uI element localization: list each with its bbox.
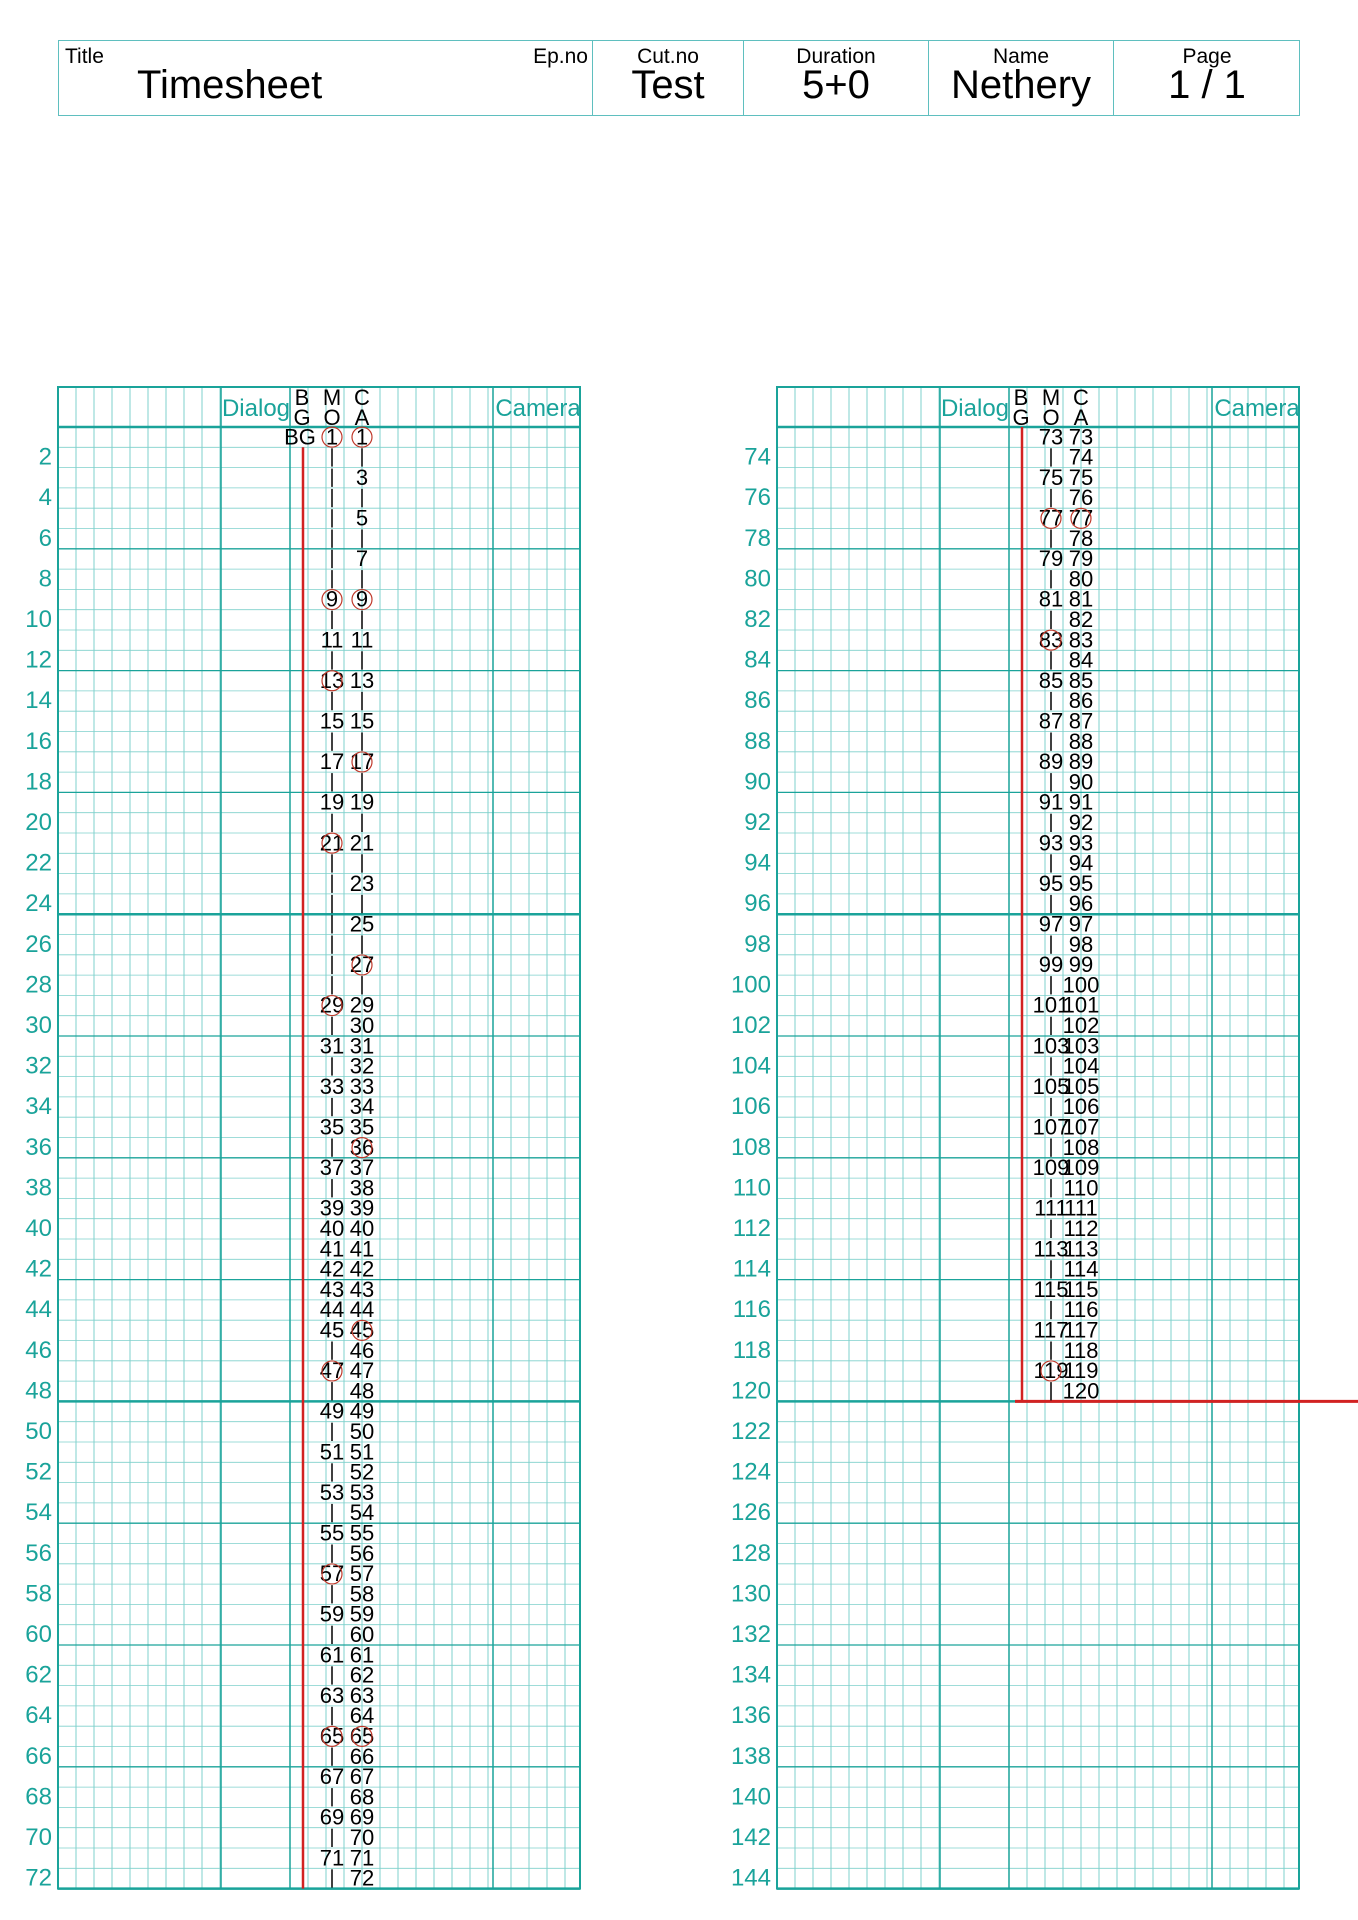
title-label: Title	[65, 45, 104, 68]
mo-cell: 87	[1038, 708, 1064, 734]
row-number: 84	[744, 646, 771, 674]
mo-cell: 33	[319, 1073, 345, 1099]
row-number: 32	[25, 1052, 52, 1080]
ca-header-top: C	[1073, 385, 1089, 410]
ca-cell: 41	[349, 1236, 375, 1262]
ca-cell: 60	[349, 1622, 375, 1647]
ca-cell: 114	[1063, 1256, 1099, 1282]
mo-cell: 101	[1032, 992, 1070, 1018]
bg-header-bottom: G	[293, 405, 311, 430]
mo-cell: 15	[319, 708, 345, 734]
row-number: 134	[730, 1661, 771, 1689]
ca-cell: 103	[1062, 1033, 1100, 1059]
ca-cell: 25	[349, 911, 375, 937]
ca-cell: 42	[349, 1256, 375, 1282]
ca-cell: 100	[1062, 972, 1100, 998]
mo-cell: 55	[319, 1520, 345, 1546]
mo-cell: 77	[1038, 505, 1064, 531]
ca-cell: 87	[1068, 708, 1094, 734]
ca-cell: 3	[355, 464, 369, 490]
ca-cell: 85	[1068, 667, 1094, 693]
page-value: 1 / 1	[1168, 63, 1246, 107]
ca-cell: 23	[349, 870, 375, 896]
name-value: Nethery	[950, 63, 1092, 107]
ca-cell: 82	[1068, 607, 1094, 632]
ca-cell: 106	[1062, 1094, 1100, 1120]
mo-cell: 117	[1033, 1317, 1069, 1343]
ca-cell: 113	[1063, 1236, 1099, 1262]
row-number: 114	[732, 1255, 771, 1283]
ca-cell: 104	[1062, 1053, 1100, 1079]
mo-cell: 43	[319, 1276, 345, 1302]
ca-cell: 111	[1064, 1195, 1098, 1221]
ca-cell: 109	[1062, 1155, 1100, 1181]
ca-cell: 17	[349, 749, 375, 775]
mo-cell: 103	[1032, 1033, 1070, 1059]
mo-cell: 91	[1038, 789, 1064, 815]
row-number: 72	[25, 1864, 52, 1892]
ca-cell: 99	[1068, 952, 1094, 978]
row-number: 18	[25, 768, 52, 796]
mo-cell: 109	[1032, 1155, 1070, 1181]
ca-cell: 74	[1068, 444, 1094, 470]
row-number: 104	[730, 1052, 771, 1080]
ca-cell: 47	[349, 1358, 375, 1384]
mo-header-top: M	[322, 385, 342, 410]
ca-cell: 48	[349, 1378, 375, 1404]
row-number: 124	[730, 1458, 771, 1486]
bg-header-bottom: G	[1012, 405, 1030, 430]
page-label: Page	[1182, 45, 1232, 68]
row-number: 14	[25, 687, 52, 715]
ca-cell: 54	[349, 1500, 375, 1526]
row-number: 48	[25, 1377, 52, 1405]
row-number: 76	[744, 484, 771, 512]
row-number: 2	[38, 443, 52, 471]
row-number: 46	[25, 1336, 52, 1364]
mo-cell: 49	[319, 1398, 345, 1424]
ca-cell: 108	[1062, 1134, 1100, 1160]
ca-cell: 115	[1063, 1276, 1099, 1302]
row-number: 20	[25, 809, 52, 836]
ca-cell: 32	[349, 1053, 375, 1079]
ca-cell: 96	[1068, 891, 1094, 917]
ca-cell: 31	[349, 1033, 375, 1059]
ca-cell: 21	[349, 830, 375, 856]
duration-label: Duration	[796, 45, 876, 68]
ca-cell: 49	[349, 1398, 375, 1424]
mo-cell: 111	[1034, 1195, 1068, 1221]
ca-cell: 79	[1068, 546, 1094, 572]
row-number: 118	[732, 1336, 771, 1364]
mo-cell: 9	[325, 586, 339, 612]
camera-header: Camera	[1214, 395, 1300, 422]
ca-cell: 33	[349, 1073, 375, 1099]
ca-cell: 116	[1063, 1297, 1099, 1323]
ca-cell: 61	[349, 1642, 375, 1668]
row-number: 98	[744, 930, 771, 958]
ca-cell: 83	[1068, 627, 1094, 653]
mo-cell: 69	[319, 1804, 345, 1830]
row-number: 142	[730, 1824, 771, 1851]
mo-cell: 61	[319, 1642, 345, 1668]
ca-cell: 66	[349, 1743, 375, 1769]
ca-cell: 50	[349, 1419, 375, 1444]
ca-cell: 11	[350, 627, 374, 653]
mo-cell: 63	[319, 1682, 345, 1708]
row-number: 94	[744, 849, 771, 877]
row-number: 8	[38, 565, 52, 593]
mo-cell: 119	[1033, 1358, 1069, 1384]
row-number: 116	[732, 1296, 771, 1324]
mo-cell: 47	[319, 1358, 345, 1384]
mo-cell: 42	[319, 1256, 345, 1282]
ca-cell: 92	[1068, 810, 1094, 835]
row-number: 38	[25, 1174, 52, 1202]
ca-cell: 38	[349, 1175, 375, 1201]
ca-cell: 93	[1068, 830, 1094, 856]
row-number: 36	[25, 1133, 52, 1161]
ca-cell: 69	[349, 1804, 375, 1830]
ca-cell: 37	[349, 1155, 375, 1181]
row-number: 56	[25, 1539, 52, 1567]
ca-cell: 62	[349, 1662, 375, 1688]
ca-cell: 30	[349, 1013, 375, 1038]
ca-cell: 76	[1068, 485, 1094, 511]
mo-cell: 31	[319, 1033, 345, 1059]
ca-cell: 94	[1068, 850, 1094, 876]
mo-cell: 75	[1038, 464, 1064, 490]
ca-cell: 40	[349, 1216, 375, 1241]
ca-cell: 112	[1063, 1216, 1099, 1241]
row-number: 122	[730, 1418, 771, 1445]
row-number: 64	[25, 1702, 52, 1730]
ca-cell: 15	[349, 708, 375, 734]
mo-cell: 45	[319, 1317, 345, 1343]
row-number: 86	[744, 687, 771, 715]
ca-cell: 36	[349, 1134, 375, 1160]
ca-cell: 39	[349, 1195, 375, 1221]
ca-cell: 120	[1062, 1378, 1100, 1404]
ca-cell: 19	[349, 789, 375, 815]
mo-cell: 71	[319, 1845, 345, 1871]
ca-cell: 119	[1063, 1358, 1099, 1384]
ca-cell: 59	[349, 1601, 375, 1627]
ca-cell: 52	[349, 1459, 375, 1485]
bg-header-top: B	[1013, 385, 1029, 410]
ca-cell: 107	[1062, 1114, 1100, 1140]
row-number: 140	[730, 1783, 771, 1811]
ca-cell: 89	[1068, 749, 1094, 775]
ca-cell: 72	[349, 1865, 375, 1891]
mo-cell: 99	[1038, 952, 1064, 978]
row-number: 10	[25, 606, 52, 633]
mo-cell: 67	[319, 1764, 345, 1790]
row-number: 102	[730, 1012, 771, 1039]
row-number: 16	[25, 727, 52, 755]
ca-header-bottom: A	[354, 405, 370, 430]
mo-cell: 13	[319, 667, 345, 693]
row-number: 42	[25, 1255, 52, 1283]
ca-cell: 75	[1068, 464, 1094, 490]
ca-cell: 73	[1068, 424, 1094, 450]
row-number: 138	[730, 1742, 771, 1770]
dialog-header: Dialog	[940, 395, 1010, 422]
row-number: 60	[25, 1621, 52, 1648]
mo-cell: 37	[319, 1155, 345, 1181]
mo-cell: 21	[319, 830, 345, 856]
ca-cell: 68	[349, 1784, 375, 1810]
ca-cell: 5	[355, 505, 369, 531]
mo-header-top: M	[1041, 385, 1061, 410]
row-number: 30	[25, 1012, 52, 1039]
row-number: 58	[25, 1580, 52, 1608]
row-number: 126	[730, 1499, 771, 1527]
mo-cell: 57	[319, 1561, 345, 1587]
ca-cell: 118	[1063, 1337, 1099, 1363]
row-number: 22	[25, 849, 52, 877]
row-number: 40	[25, 1215, 52, 1242]
row-number: 132	[730, 1621, 771, 1648]
row-number: 130	[730, 1580, 771, 1608]
epno-label: Ep.no	[533, 45, 588, 68]
cutno-label: Cut.no	[637, 45, 699, 68]
ca-cell: 102	[1062, 1013, 1100, 1038]
ca-cell: 78	[1068, 525, 1094, 551]
mo-cell: 1	[325, 424, 339, 450]
mo-cell: 115	[1033, 1276, 1069, 1302]
ca-cell: 45	[349, 1317, 375, 1343]
mo-cell: 65	[319, 1723, 345, 1749]
row-number: 144	[730, 1864, 771, 1892]
bg-cell-label: BG	[284, 424, 316, 450]
row-number: 108	[730, 1133, 771, 1161]
mo-cell: 59	[319, 1601, 345, 1627]
row-number: 96	[744, 890, 771, 918]
duration-value: 5+0	[802, 63, 870, 107]
ca-cell: 58	[349, 1581, 375, 1607]
row-number: 24	[25, 890, 52, 918]
row-number: 88	[744, 727, 771, 755]
row-number: 78	[744, 524, 771, 552]
ca-header-top: C	[354, 385, 370, 410]
row-number: 80	[744, 565, 771, 593]
row-number: 26	[25, 930, 52, 958]
row-number: 66	[25, 1742, 52, 1770]
row-number: 120	[730, 1377, 771, 1405]
row-number: 54	[25, 1499, 52, 1527]
mo-cell: 11	[320, 627, 344, 653]
ca-cell: 46	[349, 1337, 375, 1363]
ca-cell: 56	[349, 1540, 375, 1566]
dialog-header: Dialog	[221, 395, 291, 422]
ca-cell: 65	[349, 1723, 375, 1749]
ca-cell: 80	[1068, 566, 1094, 592]
ca-cell: 110	[1063, 1175, 1099, 1201]
mo-cell: 29	[319, 992, 345, 1018]
title-value: Timesheet	[137, 63, 323, 107]
ca-cell: 43	[349, 1276, 375, 1302]
row-number: 62	[25, 1661, 52, 1689]
name-label: Name	[992, 45, 1050, 68]
mo-cell: 44	[319, 1297, 345, 1323]
ca-cell: 13	[349, 667, 375, 693]
ca-cell: 70	[349, 1825, 375, 1850]
row-number: 4	[38, 484, 52, 512]
ca-cell: 117	[1063, 1317, 1099, 1343]
cutno-value: Test	[631, 63, 705, 107]
ca-cell: 95	[1068, 870, 1094, 896]
row-number: 44	[25, 1296, 52, 1324]
mo-cell: 97	[1038, 911, 1064, 937]
mo-cell: 19	[319, 789, 345, 815]
mo-cell: 17	[319, 749, 345, 775]
row-number: 12	[25, 646, 52, 674]
row-number: 82	[744, 606, 771, 633]
ca-cell: 81	[1068, 586, 1094, 612]
mo-cell: 113	[1033, 1236, 1069, 1262]
mo-cell: 81	[1038, 586, 1064, 612]
ca-cell: 55	[349, 1520, 375, 1546]
mo-cell: 105	[1032, 1073, 1070, 1099]
row-number: 52	[25, 1458, 52, 1486]
row-number: 68	[25, 1783, 52, 1811]
ca-cell: 34	[349, 1094, 375, 1120]
row-number: 128	[730, 1539, 771, 1567]
mo-header-bottom: O	[1042, 405, 1060, 430]
row-number: 6	[38, 524, 52, 552]
ca-cell: 63	[349, 1682, 375, 1708]
row-number: 106	[730, 1093, 771, 1121]
ca-cell: 88	[1068, 728, 1094, 754]
row-number: 112	[732, 1215, 771, 1242]
mo-header-bottom: O	[323, 405, 341, 430]
row-number: 90	[744, 768, 771, 796]
mo-cell: 107	[1032, 1114, 1070, 1140]
ca-cell: 29	[349, 992, 375, 1018]
mo-cell: 93	[1038, 830, 1064, 856]
mo-cell: 95	[1038, 870, 1064, 896]
mo-cell: 40	[319, 1216, 345, 1241]
mo-cell: 89	[1038, 749, 1064, 775]
ca-cell: 53	[349, 1479, 375, 1505]
row-number: 70	[25, 1824, 52, 1851]
mo-cell: 85	[1038, 667, 1064, 693]
ca-cell: 98	[1068, 931, 1094, 957]
ca-cell: 97	[1068, 911, 1094, 937]
ca-cell: 35	[349, 1114, 375, 1140]
ca-cell: 64	[349, 1703, 375, 1729]
mo-cell: 83	[1038, 627, 1064, 653]
ca-cell: 86	[1068, 688, 1094, 714]
mo-cell: 39	[319, 1195, 345, 1221]
row-number: 110	[732, 1174, 771, 1202]
mo-cell: 53	[319, 1479, 345, 1505]
ca-cell: 1	[355, 424, 369, 450]
mo-cell: 51	[319, 1439, 345, 1465]
mo-cell: 73	[1038, 424, 1064, 450]
row-number: 100	[730, 971, 771, 999]
ca-cell: 44	[349, 1297, 375, 1323]
ca-cell: 105	[1062, 1073, 1100, 1099]
mo-cell: 41	[319, 1236, 345, 1262]
ca-cell: 7	[355, 546, 369, 572]
mo-cell: 79	[1038, 546, 1064, 572]
camera-header: Camera	[495, 395, 581, 422]
ca-cell: 71	[349, 1845, 375, 1871]
ca-cell: 90	[1068, 769, 1094, 795]
ca-cell: 27	[349, 952, 375, 978]
row-number: 136	[730, 1702, 771, 1730]
ca-cell: 9	[355, 586, 369, 612]
ca-cell: 57	[349, 1561, 375, 1587]
bg-header-top: B	[294, 385, 310, 410]
ca-cell: 84	[1068, 647, 1094, 673]
ca-cell: 77	[1068, 505, 1094, 531]
row-number: 50	[25, 1418, 52, 1445]
row-number: 28	[25, 971, 52, 999]
row-number: 34	[25, 1093, 52, 1121]
ca-cell: 101	[1062, 992, 1100, 1018]
ca-header-bottom: A	[1073, 405, 1089, 430]
ca-cell: 91	[1068, 789, 1094, 815]
mo-cell: 35	[319, 1114, 345, 1140]
ca-cell: 51	[349, 1439, 375, 1465]
row-number: 74	[744, 443, 771, 471]
ca-cell: 67	[349, 1764, 375, 1790]
row-number: 92	[744, 809, 771, 836]
